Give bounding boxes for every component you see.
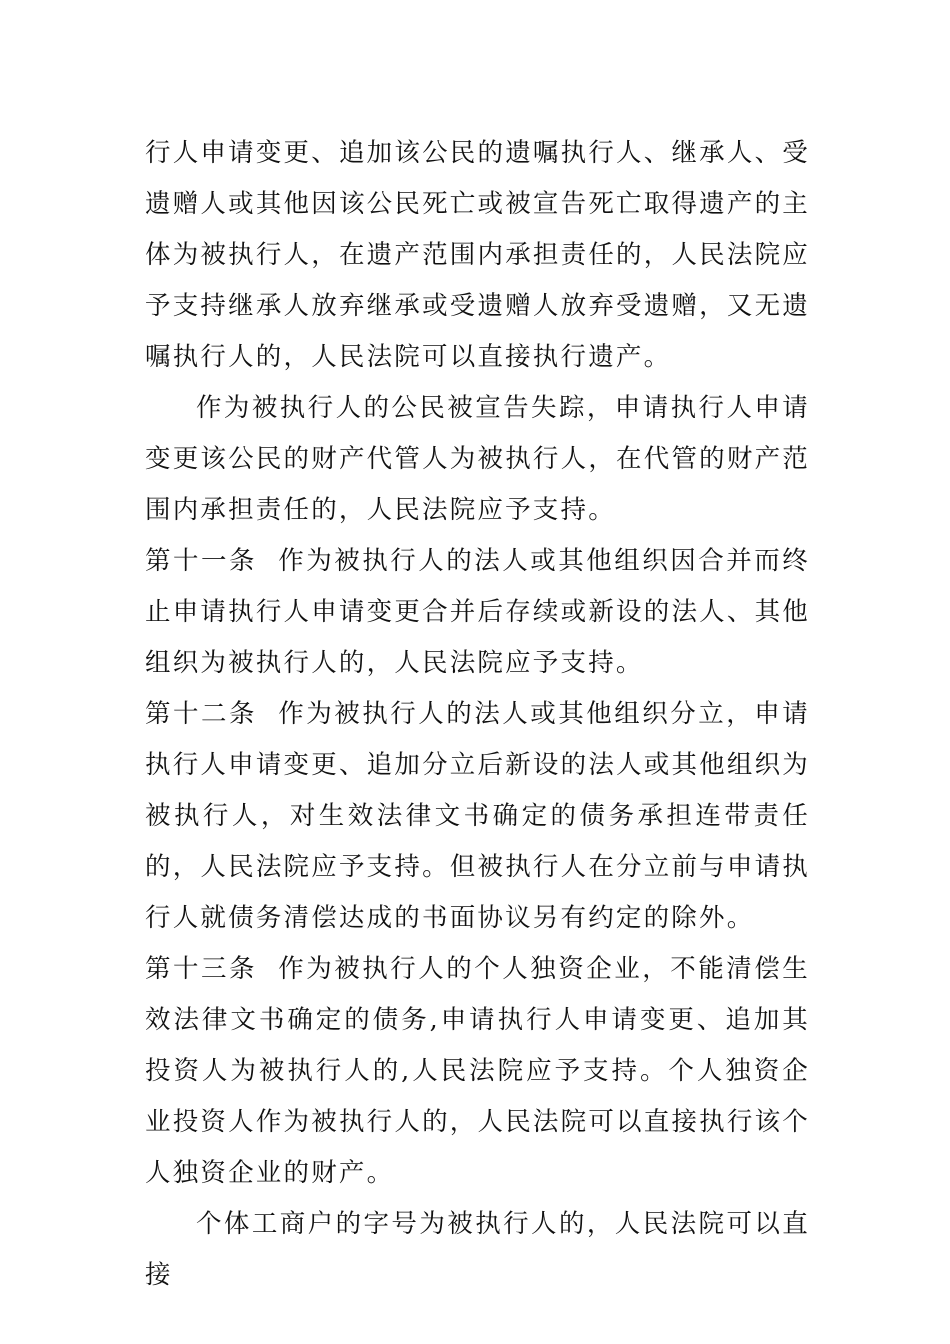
article-11-text: 作为被执行人的法人或其他组织因合并而终止申请执行人申请变更合并后存续或新设的法人、其他组织为被执行人的，人民法院应予支持。 — [145, 546, 810, 678]
article-12-heading: 第十二条 — [145, 699, 258, 729]
article-13-heading: 第十三条 — [145, 954, 258, 984]
paragraph-sole-trader: 个体工商户的字号为被执行人的，人民法院可以直接 — [145, 1209, 810, 1290]
article-11 — [145, 536, 810, 689]
article-12 — [145, 689, 810, 944]
article-11-heading: 第十一条 — [145, 546, 258, 576]
paragraph-missing-person: 作为被执行人的公民被宣告失踪，申请执行人申请变更该公民的财产代管人为被执行人，在代管的财产范围内承担责任的，人民法院应予支持。 — [145, 393, 810, 525]
article-12-text: 作为被执行人的法人或其他组织分立，申请执行人申请变更、追加分立后新设的法人或其他组织为被执行人，对生效法律文书确定的债务承担连带责任的，人民法院应予支持。但被执行人在分立前与申请执行人就债务清偿达成的书面协议另有约定的除外。 — [145, 699, 810, 933]
article-13 — [145, 944, 810, 1199]
article-13-text: 作为被执行人的个人独资企业，不能清偿生效法律文书确定的债务,申请执行人申请变更、追加其投资人为被执行人的,人民法院应予支持。个人独资企业投资人作为被执行人的，人民法院可以直接执行该个人独资企业的财产。 — [145, 954, 810, 1188]
document-body — [145, 128, 810, 1301]
paragraph-estate-continuation: 行人申请变更、追加该公民的遗嘱执行人、继承人、受遗赠人或其他因该公民死亡或被宣告死亡取得遗产的主体为被执行人，在遗产范围内承担责任的，人民法院应予支持继承人放弃继承或受遗赠人放弃受遗赠，又无遗嘱执行人的，人民法院可以直接执行遗产。 — [145, 138, 810, 372]
